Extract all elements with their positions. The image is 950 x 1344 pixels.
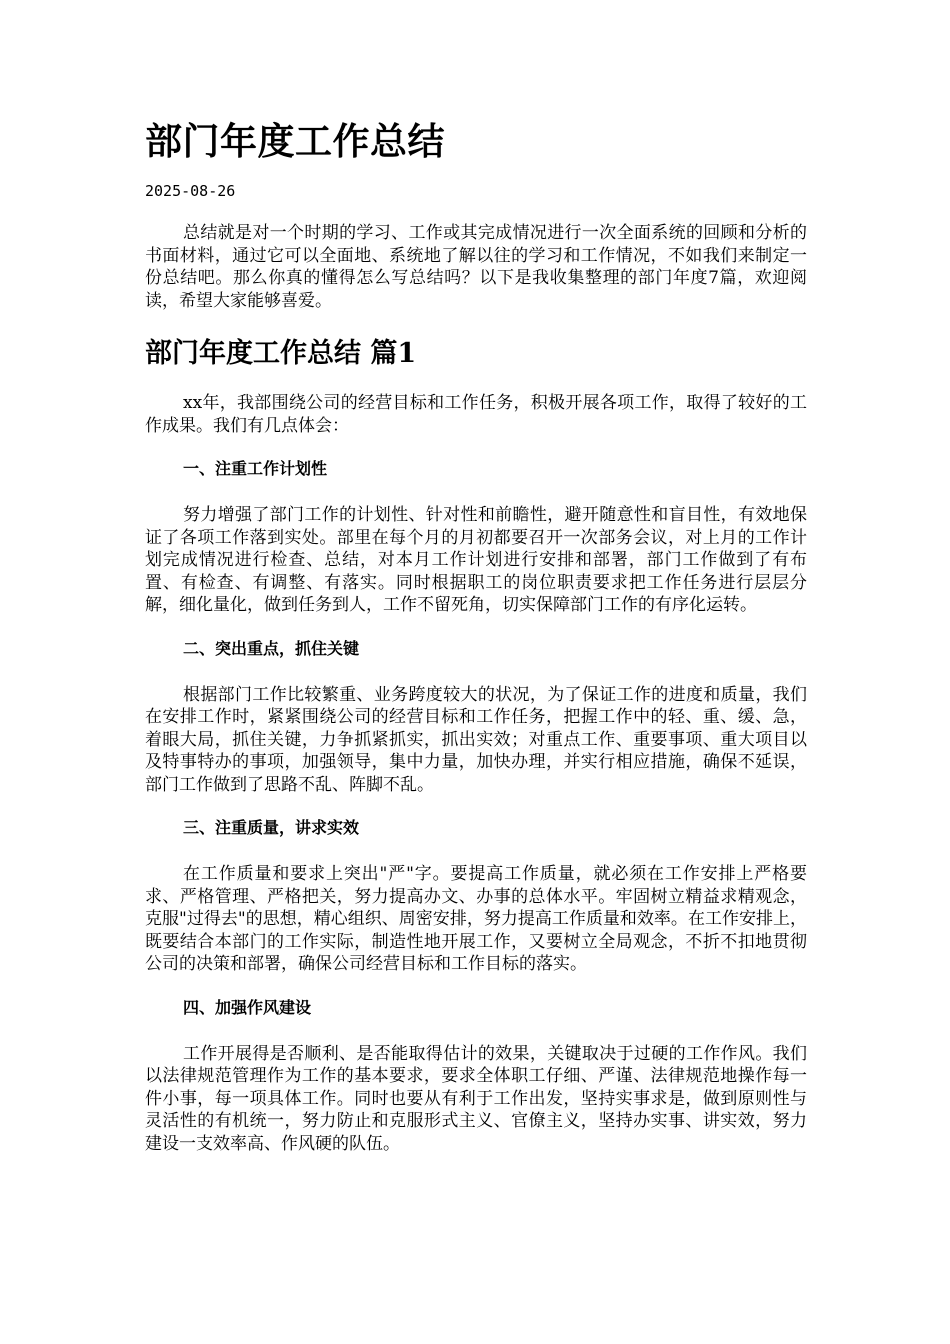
intro-paragraph: 总结就是对一个时期的学习、工作或其完成情况进行一次全面系统的回顾和分析的书面材料，通过它可以全面地、系统地了解以往的学习和工作情况，不如我们来制定一份总结吧。那么你真的懂得怎么写总结吗？以下是我收集整理的部门年度7篇，欢迎阅读，希望大家能够喜爱。 — [145, 223, 807, 311]
subsection-heading-4: 四、加强作风建设 — [183, 997, 312, 1017]
document-title: 部门年度工作总结 — [145, 119, 445, 163]
subsection-body-2: 根据部门工作比较繁重、业务跨度较大的状况，为了保证工作的进度和质量，我们在安排工作时，紧紧围绕公司的经营目标和工作任务，把握工作中的轻、重、缓、急，着眼大局，抓住关键，力争抓紧抓实，抓出实效；对重点工作、重要事项、重大项目以及特事特办的事项，加强领导，集中力量，加快办理，并实行相应措施，确保不延误，部门工作做到了思路不乱、阵脚不乱。 — [145, 684, 807, 795]
document-page — [145, 114, 807, 1155]
document-date: 2025-08-26 — [145, 182, 236, 200]
subsection-heading-1: 一、注重工作计划性 — [183, 459, 328, 478]
subsection-heading-2: 二、突出重点，抓住关键 — [183, 638, 360, 658]
article-heading: 部门年度工作总结 篇1 — [145, 338, 417, 369]
subsection-body-4: 工作开展得是否顺利、是否能取得估计的效果，关键取决于过硬的工作作风。我们以法律规范管理作为工作的基本要求，要求全体职工仔细、严谨、法律规范地操作每一件小事，每一项具体工作。同时也要从有利于工作出发，坚持实事求是，做到原则性与灵活性的有机统一，努力防止和克服形式主义、官僚主义，坚持办实事、讲实效，努力建设一支效率高、作风硬的队伍。 — [145, 1043, 807, 1154]
article-intro-paragraph: xx年，我部围绕公司的经营目标和工作任务，积极开展各项工作，取得了较好的工作成果。我们有几点体会： — [145, 393, 807, 436]
subsection-body-3: 在工作质量和要求上突出"严"字。要提高工作质量，就必须在工作安排上严格要求、严格管理、严格把关，努力提高办文、办事的总体水平。牢固树立精益求精观念，克服"过得去"的思想，精心组织、周密安排，努力提高工作质量和效率。在工作安排上，既要结合本部门的工作实际，制造性地开展工作，又要树立全局观念，不折不扣地贯彻公司的决策和部署，确保公司经营目标和工作目标的落实。 — [145, 864, 807, 974]
subsection-heading-3: 三、注重质量，讲求实效 — [183, 818, 360, 837]
subsection-body-1: 努力增强了部门工作的计划性、针对性和前瞻性，避开随意性和盲目性，有效地保证了各项工作落到实处。部里在每个月的月初都要召开一次部务会议，对上月的工作计划完成情况进行检查、总结，对本月工作计划进行安排和部署，部门工作做到了有布置、有检查、有调整、有落实。同时根据职工的岗位职责要求把工作任务进行层层分解，细化量化，做到任务到人，工作不留死角，切实保障部门工作的有序化运转。 — [145, 505, 807, 615]
